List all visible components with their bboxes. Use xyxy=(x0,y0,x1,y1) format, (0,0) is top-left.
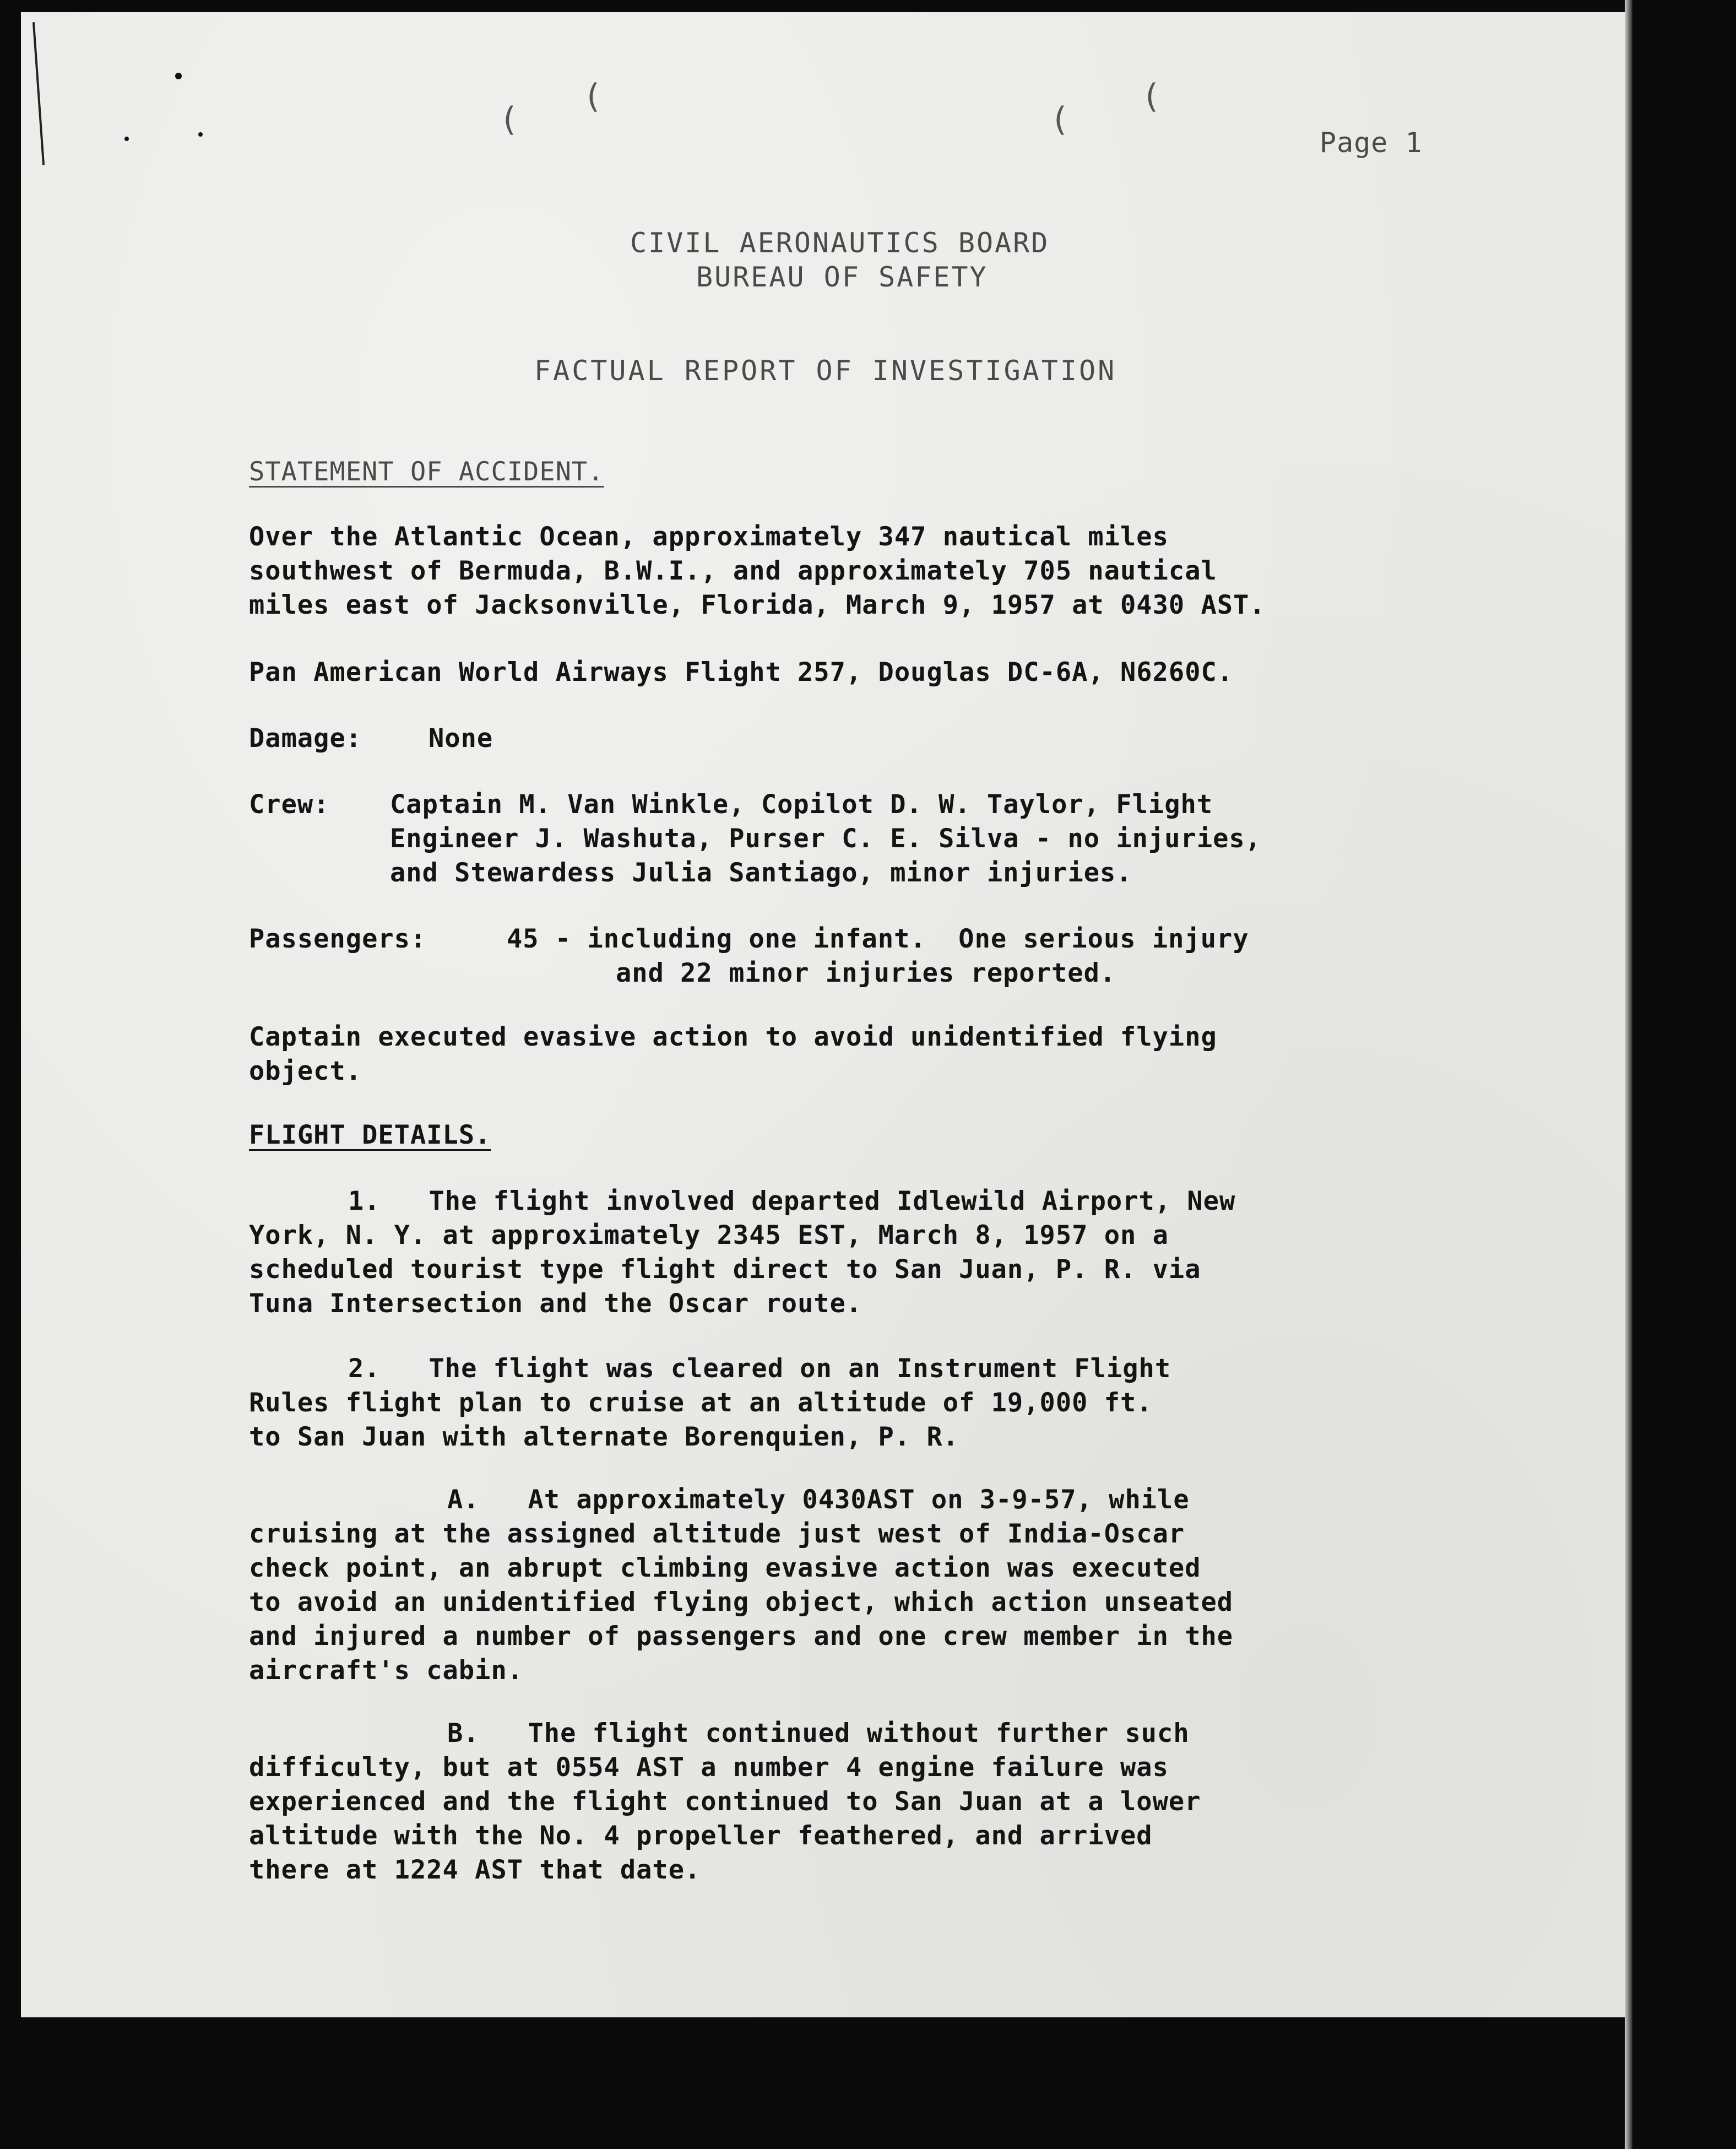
flight-identification: Pan American World Airways Flight 257, Douglas DC-6A, N6260C. xyxy=(249,657,1234,688)
location-line: Over the Atlantic Ocean, approximately 347 nautical miles xyxy=(249,522,1169,552)
paragraph-1-line: 1. The flight involved departed Idlewild Airport, New xyxy=(348,1186,1236,1216)
binder-mark: ( xyxy=(1050,100,1070,139)
location-line: southwest of Bermuda, B.W.I., and approximately 705 nautical xyxy=(249,556,1217,586)
paragraph-a-line: to avoid an unidentified flying object, which action unseated xyxy=(249,1587,1234,1617)
paragraph-b-line: B. The flight continued without further such xyxy=(447,1718,1190,1749)
page-edge xyxy=(1625,0,1632,2149)
agency-name: CIVIL AERONAUTICS BOARD xyxy=(630,227,1050,259)
paragraph-b-line: experienced and the flight continued to San Juan at a lower xyxy=(249,1787,1201,1817)
report-title: FACTUAL REPORT OF INVESTIGATION xyxy=(534,355,1117,387)
binder-mark: ( xyxy=(1141,77,1162,116)
page-number: Page 1 xyxy=(1320,127,1423,159)
paragraph-b-line: difficulty, but at 0554 AST a number 4 engine failure was xyxy=(249,1752,1169,1783)
paragraph-2-line: 2. The flight was cleared on an Instrument Flight xyxy=(348,1354,1171,1384)
damage-label: Damage: xyxy=(249,723,362,754)
statement-heading: STATEMENT OF ACCIDENT. xyxy=(249,457,604,487)
passengers-line: 45 - including one infant. One serious injury xyxy=(507,924,1249,954)
details-heading: FLIGHT DETAILS. xyxy=(249,1120,491,1150)
margin-dot xyxy=(198,132,203,137)
summary-line: Captain executed evasive action to avoid unidentified flying xyxy=(249,1022,1217,1052)
paragraph-1-line: scheduled tourist type flight direct to San Juan, P. R. via xyxy=(249,1254,1201,1285)
paragraph-2-line: Rules flight plan to cruise at an altitude of 19,000 ft. xyxy=(249,1388,1153,1418)
paragraph-a-line: aircraft's cabin. xyxy=(249,1655,524,1686)
paragraph-a-line: check point, an abrupt climbing evasive action was executed xyxy=(249,1553,1201,1583)
paragraph-a-line: A. At approximately 0430AST on 3-9-57, while xyxy=(447,1485,1190,1515)
location-line: miles east of Jacksonville, Florida, March 9, 1957 at 0430 AST. xyxy=(249,590,1266,620)
paragraph-b-line: there at 1224 AST that date. xyxy=(249,1855,701,1885)
summary-line: object. xyxy=(249,1056,362,1086)
paragraph-2-line: to San Juan with alternate Borenquien, P. R. xyxy=(249,1422,959,1452)
crew-label: Crew: xyxy=(249,789,330,820)
paragraph-a-line: cruising at the assigned altitude just west of India-Oscar xyxy=(249,1519,1185,1549)
damage-value: None xyxy=(428,723,493,754)
passengers-label: Passengers: xyxy=(249,924,427,954)
paragraph-b-line: altitude with the No. 4 propeller feathered, and arrived xyxy=(249,1821,1153,1851)
binder-mark: ( xyxy=(499,100,519,139)
passengers-line: and 22 minor injuries reported. xyxy=(616,958,1116,988)
margin-dot xyxy=(175,73,182,79)
paragraph-1-line: Tuna Intersection and the Oscar route. xyxy=(249,1289,862,1319)
crew-line: Captain M. Van Winkle, Copilot D. W. Taylor, Flight xyxy=(390,789,1213,820)
crew-line: Engineer J. Washuta, Purser C. E. Silva - no injuries, xyxy=(390,824,1262,854)
crew-line: and Stewardess Julia Santiago, minor injuries. xyxy=(390,858,1132,888)
paragraph-1-line: York, N. Y. at approximately 2345 EST, March 8, 1957 on a xyxy=(249,1220,1169,1251)
bureau-name: BUREAU OF SAFETY xyxy=(696,261,988,293)
margin-dot xyxy=(124,137,129,141)
binder-mark: ( xyxy=(583,77,603,116)
paragraph-a-line: and injured a number of passengers and one crew member in the xyxy=(249,1621,1234,1652)
